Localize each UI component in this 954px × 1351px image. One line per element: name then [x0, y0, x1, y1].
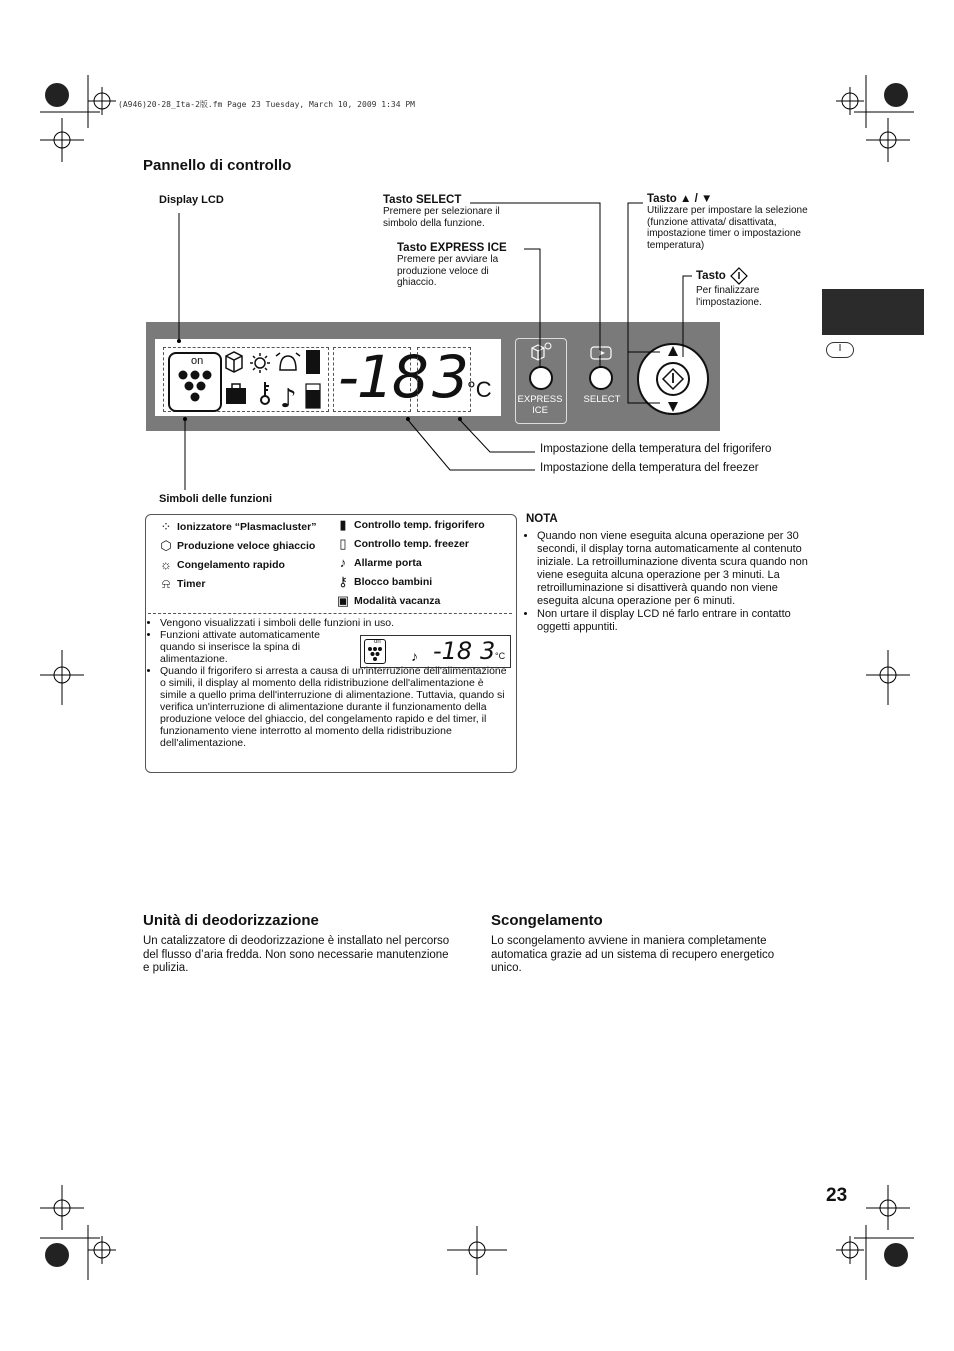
ice-cube-icon: ⬡ — [160, 537, 172, 553]
freezer-temp-callout: Impostazione della temperatura del freezer — [540, 462, 759, 474]
express-ice-label: EXPRESS ICE — [517, 394, 563, 416]
select-label: SELECT — [583, 394, 621, 405]
list-item: • Vengono visualizzati i simboli delle funzioni in uso. — [160, 617, 508, 629]
nota-box — [526, 513, 811, 634]
select-callout-title: Tasto SELECT — [383, 194, 462, 206]
defrost-text: Lo scongelamento avviene in maniera completamente automatica grazie ad un sistema di recupero energetico unico. — [491, 935, 775, 974]
list-item — [332, 572, 512, 591]
symbol-label: Blocco bambini — [354, 575, 433, 588]
deodor-text: Un catalizzatore di deodorizzazione è installato nel percorso del flusso d’aria fredda. Non sono necessarie manutenzione e pulizia. — [143, 935, 450, 974]
page-number: 23 — [826, 1185, 848, 1206]
list-item — [332, 534, 512, 553]
mini-lcd-on: on — [374, 639, 381, 645]
lcd-fridge-temp: 3 — [432, 343, 469, 411]
symbol-label: Congelamento rapido — [177, 558, 285, 571]
lcd-unit: °C — [467, 377, 492, 402]
note-icon: ♪ — [280, 384, 297, 410]
symbol-label: Timer — [177, 577, 206, 590]
enter-callout-title: Tasto — [696, 270, 726, 282]
display-lcd-label: Display LCD — [159, 194, 224, 206]
select-callout-desc: Premere per selezionare il simbolo della funzione. — [383, 206, 500, 229]
file-header: (A946)20-28_Ita-2版.fm Page 23 Tuesday, March 10, 2009 1:34 PM — [118, 100, 415, 109]
suitcase-icon: ▣ — [336, 592, 350, 608]
list-item: • Quando il frigorifero si arresta a causa di un'interruzione dell'alimentazione o simili, il display al momento della ridistribuzione dell'alimentazione è simile a quello prima dell'interruzione di alimentazione. Tuttavia, quando si verifica un'interruzione di alimentazione durante il funzionamento della produzione veloce del ghiaccio, del congelamento rapido e del timer, il funzionamento viene interrotto al momento della ridistribuzione dell'alimentazione. — [160, 665, 508, 749]
list-item — [332, 591, 512, 610]
symbol-label: Controllo temp. freezer — [354, 537, 469, 550]
symbol-label: Produzione veloce ghiaccio — [177, 539, 316, 552]
list-item — [155, 517, 335, 536]
list-item — [332, 515, 512, 534]
mini-lcd — [360, 635, 511, 668]
list-item — [155, 536, 335, 555]
express-callout-desc: Premere per avviare la produzione veloce di ghiaccio. — [397, 254, 499, 288]
freezer-temp-icon: ▯ — [339, 535, 347, 551]
updown-callout-desc: Utilizzare per impostare la selezione (funzione attivata/ disattivata, impostazione timer o impostazione temperatura) — [647, 205, 808, 251]
list-item — [332, 553, 512, 572]
symbol-label: Controllo temp. frigorifero — [354, 518, 485, 531]
updown-callout-title: Tasto ▲ / ▼ — [647, 193, 713, 205]
mini-lcd-unit: °C — [495, 651, 506, 661]
control-panel-title: Pannello di controllo — [143, 157, 292, 174]
list-item: • Non urtare il display LCD né farlo entrare in contatto oggetti appuntiti. — [537, 608, 811, 634]
lcd-freezer-temp: -18 — [338, 343, 427, 411]
note-icon: ♪ — [411, 648, 418, 664]
note-icon: ♪ — [339, 555, 347, 570]
mini-lcd-fridge-temp: 3 — [480, 637, 496, 665]
key-icon: ⚷ — [338, 573, 348, 589]
symbols-right-list — [332, 515, 512, 610]
symbols-left-list — [155, 517, 335, 593]
language-indicator: I — [826, 342, 854, 358]
sun-icon: ☼ — [160, 557, 172, 572]
nota-title: NOTA — [526, 513, 558, 525]
fridge-temp-callout: Impostazione della temperatura del frigorifero — [540, 443, 772, 455]
plasmacluster-icon — [364, 639, 386, 664]
symbol-label: Modalità vacanza — [354, 594, 441, 607]
bell-icon: ⍾ — [161, 575, 171, 591]
list-item: • Quando non viene eseguita alcuna operazione per 30 secondi, il display torna automaticamente al contenuto iniziale. La retroilluminazione diventa scura quando non viene eseguita alcuna operazione per 3 minuti. La retroilluminazione si disattiverà quando non viene eseguita alcuna operazione per 6 minuti. — [537, 530, 811, 608]
enter-callout-desc: Per finalizzare l'impostazione. — [696, 285, 762, 308]
list-item — [155, 574, 335, 593]
mini-lcd-freezer-temp: -18 — [433, 637, 473, 665]
deodor-title: Unità di deodorizzazione — [143, 912, 319, 929]
plasmacluster-icon: ⁘ — [160, 518, 172, 534]
table-divider — [148, 613, 512, 614]
list-item: • Funzioni attivate automaticamente quando si inserisce la spina di alimentazione. — [160, 629, 340, 665]
symbol-label: Ionizzatore “Plasmacluster” — [177, 520, 317, 533]
defrost-title: Scongelamento — [491, 912, 603, 929]
leader-lines — [0, 0, 954, 560]
lcd-on-text: on — [191, 355, 204, 367]
list-item — [155, 555, 335, 574]
express-callout-title: Tasto EXPRESS ICE — [397, 242, 507, 254]
symbols-callout: Simboli delle funzioni — [159, 493, 273, 505]
symbol-label: Allarme porta — [354, 556, 422, 569]
fridge-temp-icon: ▮ — [339, 516, 347, 532]
